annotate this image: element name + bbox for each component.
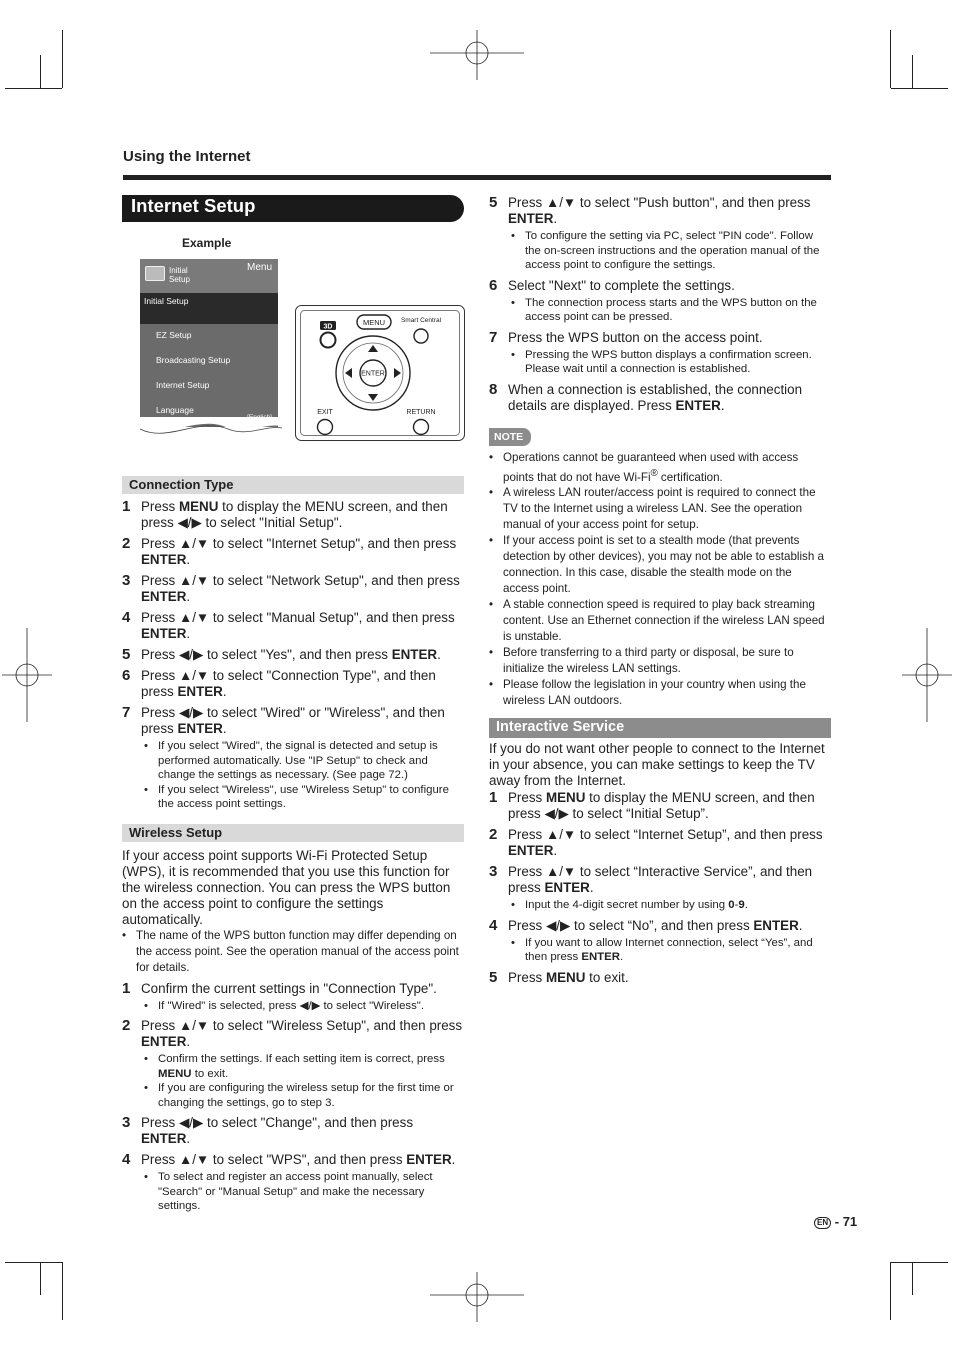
step-text: Press MENU to exit. (508, 969, 629, 985)
menu-item: EZ Setup (156, 330, 192, 340)
smart-central-label: Smart Central (400, 317, 442, 324)
wireless-setup-steps (122, 981, 464, 1214)
page-number: 71 (842, 1214, 858, 1229)
wireless-setup-intro: If your access point supports Wi-Fi Protected Setup (WPS), it is recommended that you use this function for the wireless connection. You can press the WPS button on the access point to configure the settings automatically. (122, 847, 451, 927)
step-bullet: • If you want to allow Internet connection, select “Yes”, and then press ENTER. (508, 936, 831, 965)
wireless-setup-heading: Wireless Setup (122, 824, 464, 842)
remote-illustration (295, 305, 465, 441)
registration-mark-top (430, 30, 524, 80)
registration-mark-left (2, 628, 52, 722)
return-button (414, 420, 429, 435)
step-item (489, 790, 831, 822)
menu-selected-item: Initial Setup (140, 293, 278, 324)
step-number: 4 (489, 916, 498, 934)
step-item (122, 705, 464, 812)
step-item (122, 536, 464, 568)
menu-torn-edge (136, 417, 282, 439)
note-item: • Please follow the legislation in your country when using the wireless LAN outdoors. (489, 677, 831, 709)
note-badge: NOTE (489, 428, 531, 446)
step-item (489, 970, 831, 986)
step-text: Press ▲/▼ to select "Connection Type", and then press ENTER. (141, 668, 436, 699)
step-text: Press ▲/▼ to select “Interactive Service”, and then press ENTER. (508, 864, 813, 896)
menu-item: Internet Setup (156, 380, 210, 390)
note-item: • If your access point is set to a stealth mode (that prevents detection by other devices), you may not be able to establish a connection. In this case, disable the stealth mode on the access point. (489, 533, 831, 597)
step-text: Press ▲/▼ to select "Wireless Setup", and then press ENTER. (141, 1018, 463, 1049)
page-title: Internet Setup (122, 195, 464, 222)
step-item (489, 864, 831, 913)
return-label: RETURN (406, 409, 436, 416)
smart-central-button (414, 329, 428, 343)
registration-mark-bottom (430, 1272, 524, 1322)
language-badge: EN (814, 1217, 831, 1229)
page-footer: EN - 71 (814, 1214, 857, 1229)
step-text: Select "Next" to complete the settings. (508, 277, 735, 293)
step-number: 1 (122, 498, 131, 515)
step-bullet: • If you are configuring the wireless setup for the first time or changing the settings, go to step 3. (141, 1081, 464, 1110)
step-text: When a connection is established, the connection details are displayed. Press ENTER. (508, 381, 803, 413)
enter-button-label: ENTER (361, 370, 385, 378)
step-text: Press ◀/▶ to select "Wired" or "Wireless", and then press ENTER. (141, 705, 445, 736)
step-bullet: • Confirm the settings. If each setting item is correct, press MENU to exit. (141, 1052, 464, 1081)
step-number: 8 (489, 380, 498, 398)
menu-button-label: MENU (362, 318, 386, 327)
step-number: 2 (122, 535, 131, 552)
example-illustration (122, 259, 464, 449)
step-item (122, 573, 464, 605)
section-heading: Using the Internet (123, 148, 251, 165)
tv-icon (145, 266, 165, 281)
step-number: 3 (122, 1114, 131, 1131)
header-rule (123, 175, 831, 180)
step-bullet: • Pressing the WPS button displays a confirmation screen. Please wait until a connection is established. (508, 348, 831, 377)
step-item (122, 668, 464, 700)
connection-type-steps (122, 499, 464, 812)
step-number: 2 (489, 826, 498, 844)
step-item (122, 981, 464, 1014)
step-number: 2 (122, 1017, 131, 1034)
step-text: Press MENU to display the MENU screen, and then press ◀/▶ to select “Initial Setup”. (508, 790, 815, 822)
step-number: 3 (489, 863, 498, 881)
step-number: 6 (489, 276, 498, 294)
step-number: 5 (122, 646, 131, 663)
step-number: 5 (489, 194, 498, 211)
step-text: Press ▲/▼ to select "Push button", and then press ENTER. (508, 195, 811, 226)
step-item (122, 647, 464, 663)
step-bullet: • If "Wired" is selected, press ◀/▶ to select "Wireless". (141, 999, 464, 1014)
step-text: Press ▲/▼ to select “Internet Setup”, and then press ENTER. (508, 827, 823, 859)
step-number: 1 (489, 789, 498, 807)
step-item (122, 1018, 464, 1110)
step-text: Press ◀/▶ to select “No”, and then press ENTER. (508, 917, 803, 933)
step-bullet: • If you select "Wireless", use "Wireless Setup" to configure the access point settings. (141, 783, 464, 812)
step-number: 6 (122, 667, 131, 684)
step-number: 7 (122, 704, 131, 721)
menu-screen (140, 259, 278, 427)
menu-item: Broadcasting Setup (156, 355, 231, 365)
note-item: • Operations cannot be guaranteed when used with access points that do not have Wi-Fi® certification. (489, 450, 831, 486)
step-item (489, 195, 831, 273)
menu-header-label: Initial Setup (169, 266, 190, 284)
step-bullet: • If you select "Wired", the signal is detected and setup is performed automatically. Use "IP Setup" to check and change the settings as necessary. (See page 72.) (141, 739, 464, 783)
interactive-service-intro: If you do not want other people to connect to the Internet in your absence, you can make settings to keep the TV away from the Internet. (489, 741, 825, 789)
step-item (122, 1152, 464, 1214)
menu-item: Language (156, 405, 194, 415)
step-number: 3 (122, 572, 131, 589)
connection-type-heading: Connection Type (122, 476, 464, 494)
registration-mark-right (902, 628, 952, 722)
step-text: Press ◀/▶ to select "Change", and then press ENTER. (141, 1115, 414, 1146)
step-item (122, 1115, 464, 1147)
interactive-service-heading: Interactive Service (489, 718, 831, 738)
step-bullet: • To configure the setting via PC, select "PIN code". Follow the on-screen instructions and the operation manual of the access point to configure the settings. (508, 229, 831, 273)
step-item (489, 918, 831, 965)
interactive-service-steps (489, 790, 831, 986)
step-number: 5 (489, 968, 498, 986)
step-text: Press ◀/▶ to select "Yes", and then press ENTER. (141, 647, 441, 662)
step-item (122, 610, 464, 642)
3d-button-label: 3D (323, 323, 333, 331)
step-bullet: • To select and register an access point manually, select "Search" or "Manual Setup" and make the necessary settings. (141, 1170, 464, 1214)
step-text: Press the WPS button on the access point. (508, 329, 763, 345)
wps-steps (489, 195, 831, 414)
step-number: 1 (122, 979, 131, 997)
step-item (489, 382, 831, 414)
step-text: Press ▲/▼ to select "Internet Setup", and then press ENTER. (141, 536, 457, 567)
notes-list (489, 450, 831, 710)
step-item (489, 278, 831, 325)
right-column (489, 195, 831, 986)
step-bullet: • Input the 4-digit secret number by using 0-9. (508, 898, 831, 913)
step-bullet: • The connection process starts and the WPS button on the access point can be pressed. (508, 296, 831, 325)
exit-button (318, 420, 333, 435)
example-label: Example (182, 236, 232, 250)
3d-button (321, 333, 336, 348)
step-item (122, 499, 464, 531)
note-item: • A wireless LAN router/access point is required to connect the TV to the Internet using a wireless LAN. See the operation manual of your access point for setup. (489, 485, 831, 533)
step-text: Press ▲/▼ to select "WPS", and then press ENTER. (141, 1152, 456, 1167)
step-text: Press ▲/▼ to select "Network Setup", and then press ENTER. (141, 573, 460, 604)
left-column (122, 195, 464, 1214)
step-text: Confirm the current settings in "Connection Type". (141, 980, 437, 996)
step-number: 4 (122, 1151, 131, 1168)
step-number: 4 (122, 609, 131, 626)
step-text: Press MENU to display the MENU screen, and then press ◀/▶ to select "Initial Setup". (141, 499, 448, 530)
note-item: • A stable connection speed is required to play back streaming content. Use an Ethernet connection if the wireless LAN speed is unstable. (489, 597, 831, 645)
step-item (489, 330, 831, 377)
exit-label: EXIT (317, 409, 333, 416)
menu-label: Menu (246, 262, 272, 273)
wireless-setup-intro-bullet: • The name of the WPS button function may differ depending on the access point. See the operation manual of the access point for details. (122, 928, 464, 976)
step-text: Press ▲/▼ to select "Manual Setup", and then press ENTER. (141, 610, 455, 641)
step-number: 7 (489, 328, 498, 346)
note-item: • Before transferring to a third party or disposal, be sure to initialize the wireless LAN settings. (489, 645, 831, 677)
step-item (489, 827, 831, 859)
